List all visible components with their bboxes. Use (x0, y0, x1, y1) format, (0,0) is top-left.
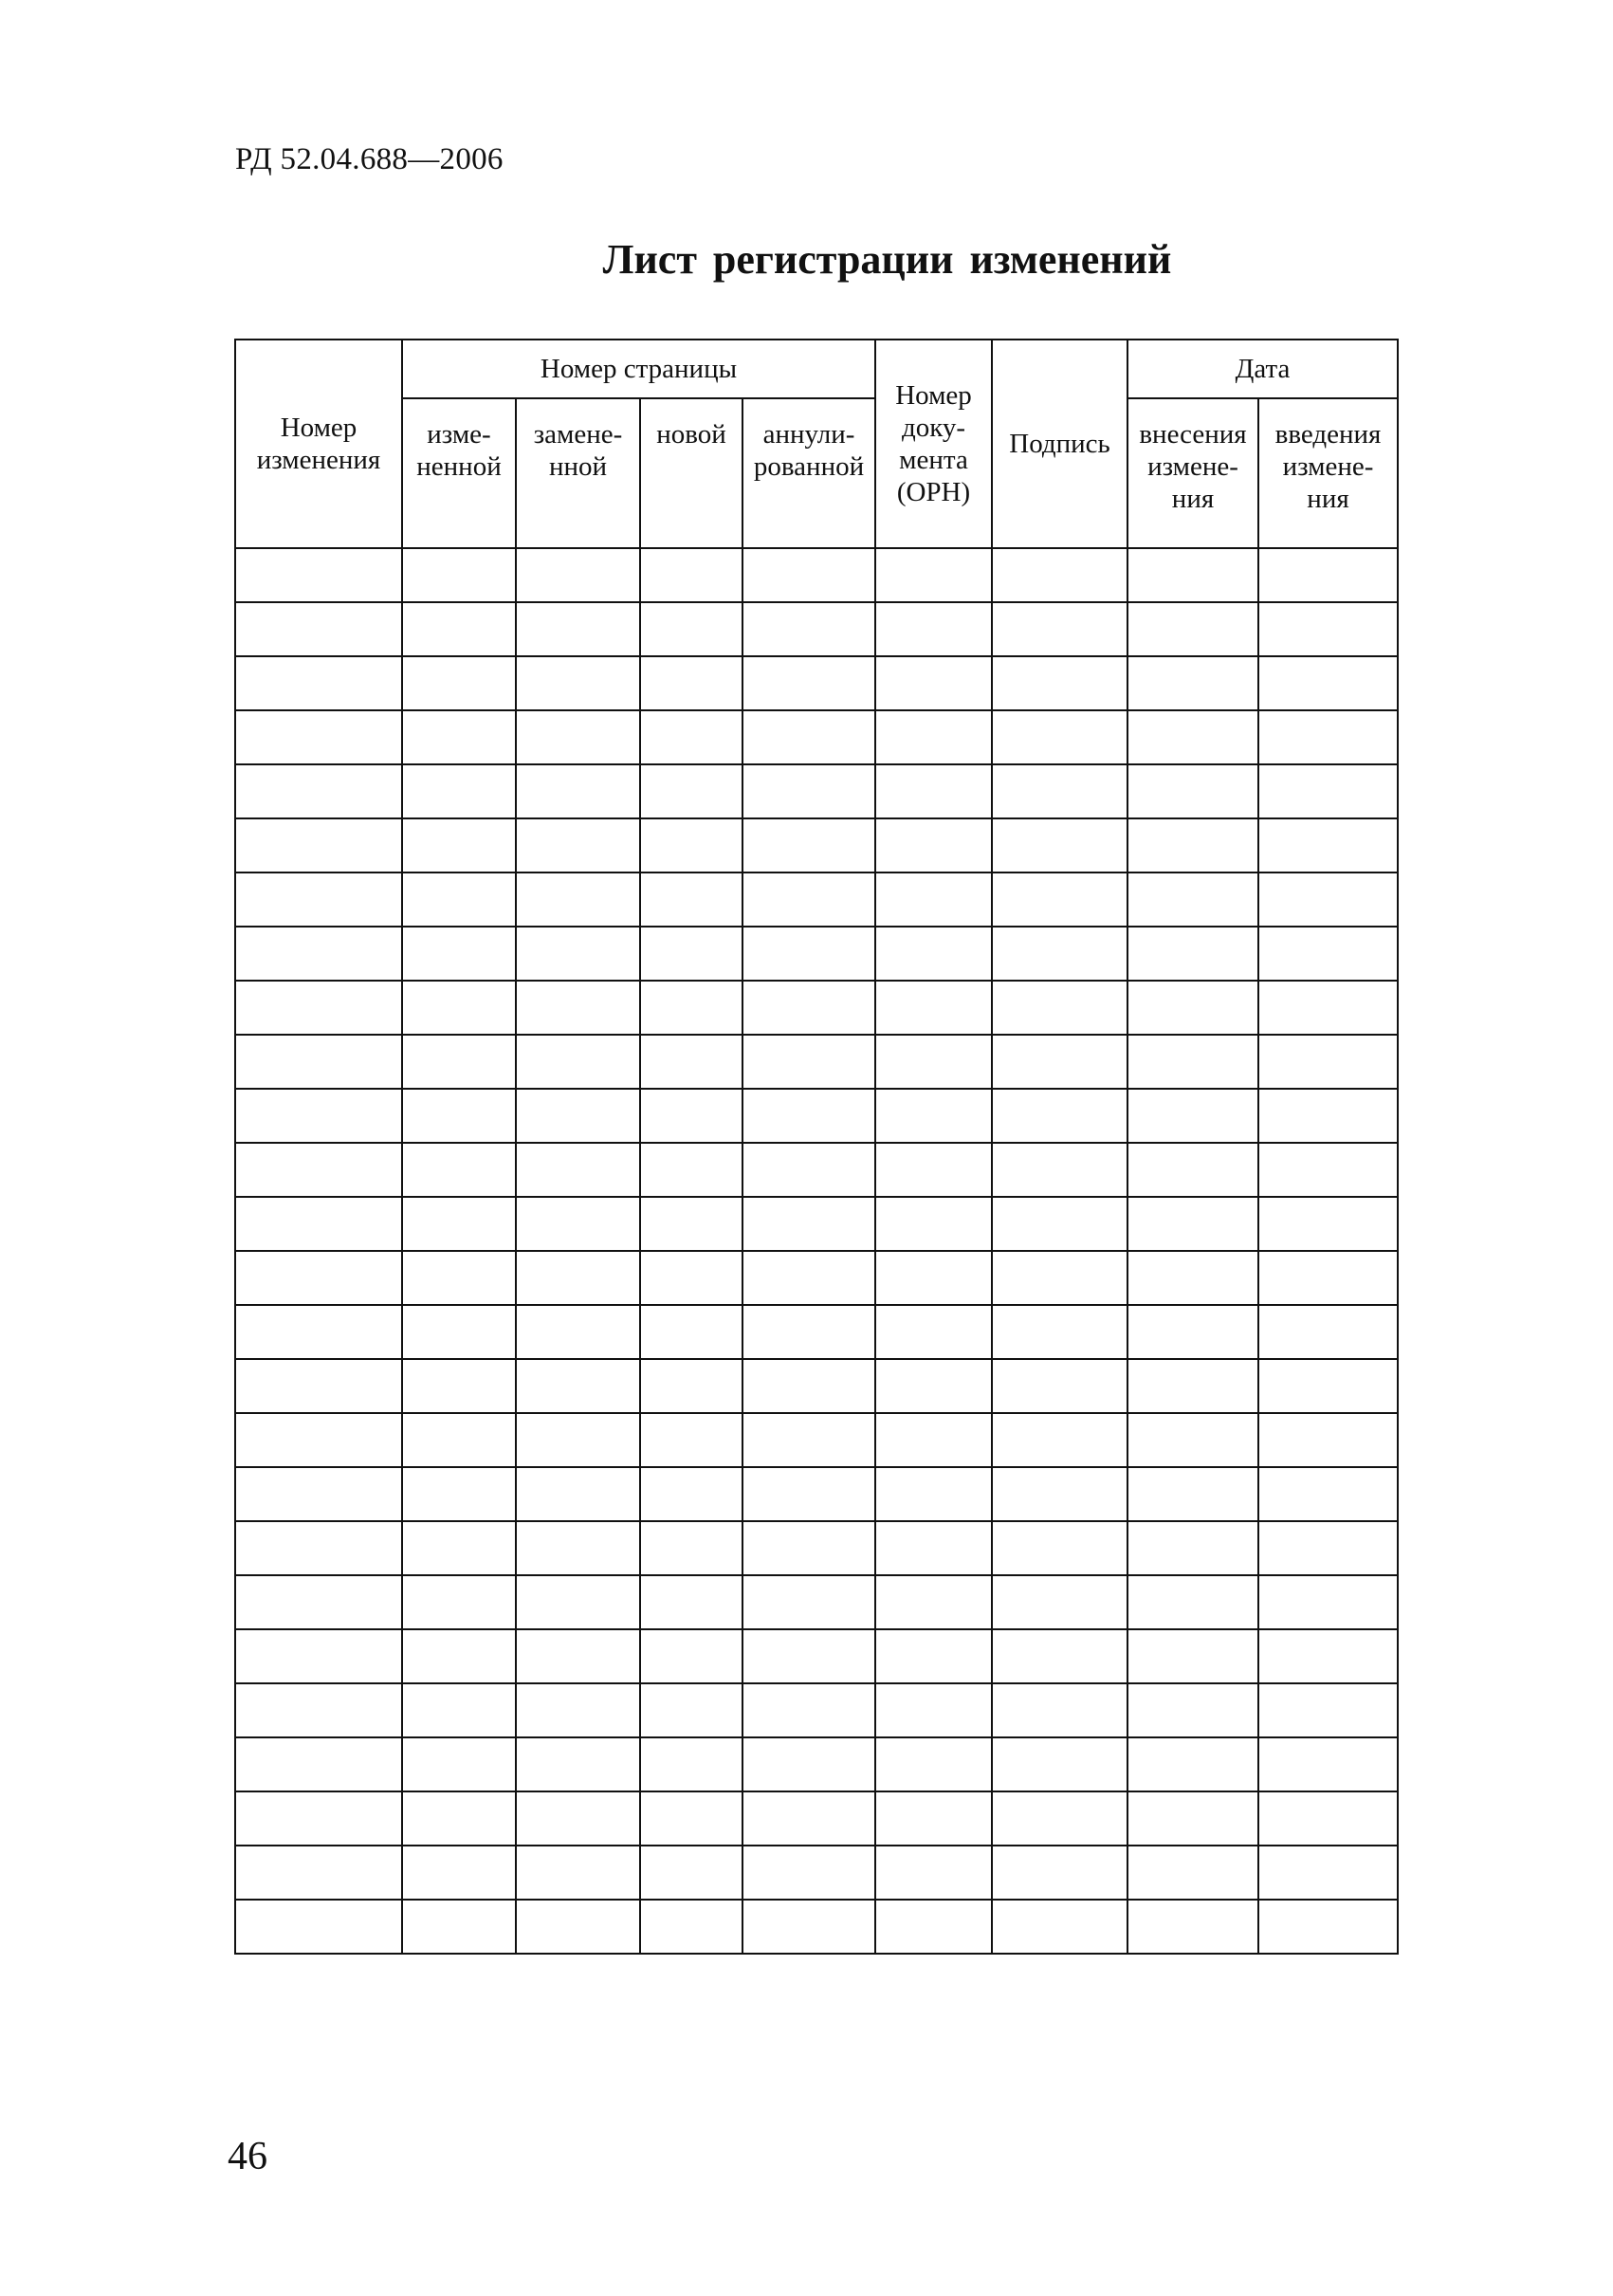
table-cell (516, 981, 640, 1035)
table-cell (235, 1629, 402, 1683)
table-cell (1127, 1629, 1258, 1683)
table-cell (1127, 1521, 1258, 1575)
table-cell (992, 1035, 1127, 1089)
table-cell (516, 1791, 640, 1846)
table-cell (1127, 1089, 1258, 1143)
table-cell (992, 872, 1127, 927)
table-cell (875, 1089, 992, 1143)
table-cell (1127, 818, 1258, 872)
table-cell (402, 1413, 516, 1467)
table-cell (1258, 764, 1398, 818)
header-change-number: Номер изменения (235, 340, 402, 548)
table-cell (875, 1846, 992, 1900)
table-cell (1258, 1629, 1398, 1683)
table-cell (992, 1900, 1127, 1954)
table-cell (402, 1305, 516, 1359)
table-cell (402, 1791, 516, 1846)
table-cell (1258, 656, 1398, 710)
table-cell (402, 1197, 516, 1251)
table-cell (1127, 656, 1258, 710)
page-number: 46 (228, 2135, 267, 2178)
table-cell (640, 1900, 742, 1954)
table-row (235, 1629, 1398, 1683)
table-cell (516, 1251, 640, 1305)
table-cell (1127, 764, 1258, 818)
header-document-number: Номер доку- мента (ОРН) (875, 340, 992, 548)
table-cell (742, 710, 875, 764)
table-cell (235, 764, 402, 818)
table-cell (875, 1413, 992, 1467)
table-cell (1258, 1197, 1398, 1251)
table-cell (992, 764, 1127, 818)
table-cell (1127, 1359, 1258, 1413)
table-cell (1127, 548, 1258, 602)
table-row (235, 710, 1398, 764)
table-cell (516, 602, 640, 656)
table-row (235, 1737, 1398, 1791)
table-cell (875, 1035, 992, 1089)
table-cell (235, 1846, 402, 1900)
table-cell (992, 1251, 1127, 1305)
table-cell (742, 1791, 875, 1846)
table-cell (992, 1575, 1127, 1629)
table-cell (1127, 1035, 1258, 1089)
table-cell (1258, 1900, 1398, 1954)
table-cell (640, 764, 742, 818)
table-row (235, 1035, 1398, 1089)
table-row (235, 1305, 1398, 1359)
table-cell (742, 1197, 875, 1251)
table-cell (640, 1035, 742, 1089)
table-cell (1127, 602, 1258, 656)
table-row (235, 1683, 1398, 1737)
table-cell (1258, 1791, 1398, 1846)
table-cell (742, 764, 875, 818)
table-cell (992, 1737, 1127, 1791)
page-title: Лист регистрации изменений (602, 236, 1172, 283)
table-cell (402, 818, 516, 872)
table-row (235, 1143, 1398, 1197)
table-cell (1127, 1251, 1258, 1305)
table-cell (640, 1197, 742, 1251)
header-annulled-page: аннули- рованной (742, 398, 875, 548)
table-cell (235, 548, 402, 602)
table-cell (640, 1251, 742, 1305)
table-cell (640, 1791, 742, 1846)
table-cell (640, 1521, 742, 1575)
table-row (235, 1791, 1398, 1846)
table-cell (640, 548, 742, 602)
table-cell (742, 548, 875, 602)
table-row (235, 1467, 1398, 1521)
table-cell (640, 656, 742, 710)
table-cell (235, 1521, 402, 1575)
table-cell (402, 1575, 516, 1629)
table-cell (1127, 872, 1258, 927)
table-cell (1258, 1305, 1398, 1359)
table-cell (742, 1846, 875, 1900)
table-cell (875, 1575, 992, 1629)
table-cell (1258, 710, 1398, 764)
table-cell (516, 1575, 640, 1629)
table-cell (640, 1846, 742, 1900)
table-cell (516, 818, 640, 872)
table-cell (875, 1359, 992, 1413)
table-cell (875, 1521, 992, 1575)
table-cell (992, 1305, 1127, 1359)
table-cell (875, 710, 992, 764)
table-cell (742, 1467, 875, 1521)
table-cell (992, 1359, 1127, 1413)
table-cell (402, 656, 516, 710)
table-cell (402, 1737, 516, 1791)
table-row (235, 548, 1398, 602)
table-cell (235, 710, 402, 764)
table-cell (640, 1683, 742, 1737)
table-cell (875, 1197, 992, 1251)
header-changed-page: изме- ненной (402, 398, 516, 548)
table-cell (235, 818, 402, 872)
table-cell (516, 1359, 640, 1413)
header-new-page: новой (640, 398, 742, 548)
table-cell (516, 548, 640, 602)
table-cell (992, 1089, 1127, 1143)
table-row (235, 764, 1398, 818)
table-row (235, 602, 1398, 656)
table-cell (992, 602, 1127, 656)
table-cell (402, 1089, 516, 1143)
table-cell (742, 1900, 875, 1954)
table-cell (742, 981, 875, 1035)
header-replaced-page: замене- нной (516, 398, 640, 548)
table-cell (742, 1305, 875, 1359)
table-cell (402, 1900, 516, 1954)
table-cell (516, 1305, 640, 1359)
table-row (235, 981, 1398, 1035)
table-cell (875, 981, 992, 1035)
table-cell (640, 927, 742, 981)
table-cell (402, 764, 516, 818)
table-cell (992, 981, 1127, 1035)
header-date-introduction: введения измене- ния (1258, 398, 1398, 548)
table-cell (992, 548, 1127, 602)
table-cell (640, 1089, 742, 1143)
table-cell (1127, 1305, 1258, 1359)
table-cell (235, 1413, 402, 1467)
table-cell (640, 1629, 742, 1683)
table-cell (640, 1737, 742, 1791)
table-cell (1258, 927, 1398, 981)
table-cell (516, 1846, 640, 1900)
table-cell (235, 1737, 402, 1791)
table-cell (875, 1683, 992, 1737)
table-cell (1127, 1683, 1258, 1737)
header-signature: Подпись (992, 340, 1127, 548)
table-cell (1127, 1737, 1258, 1791)
table-cell (1127, 1197, 1258, 1251)
table-cell (742, 1629, 875, 1683)
table-row (235, 1846, 1398, 1900)
table-cell (742, 1683, 875, 1737)
table-cell (235, 602, 402, 656)
table-cell (1127, 1900, 1258, 1954)
table-cell (640, 602, 742, 656)
table-cell (516, 1089, 640, 1143)
table-cell (875, 1791, 992, 1846)
table-cell (1258, 1521, 1398, 1575)
table-cell (640, 1359, 742, 1413)
table-cell (875, 764, 992, 818)
table-cell (992, 1521, 1127, 1575)
table-cell (1258, 818, 1398, 872)
table-cell (992, 1467, 1127, 1521)
table-cell (1258, 1846, 1398, 1900)
table-cell (875, 656, 992, 710)
table-cell (402, 1846, 516, 1900)
table-cell (402, 1251, 516, 1305)
table-cell (516, 1197, 640, 1251)
table-row (235, 1900, 1398, 1954)
table-cell (235, 1467, 402, 1521)
header-date-group: Дата (1127, 340, 1398, 398)
table-row (235, 1089, 1398, 1143)
table-cell (516, 1143, 640, 1197)
table-cell (640, 1143, 742, 1197)
table-cell (992, 1791, 1127, 1846)
table-cell (516, 1900, 640, 1954)
table-cell (402, 1629, 516, 1683)
table-cell (235, 1900, 402, 1954)
table-cell (992, 1143, 1127, 1197)
table-cell (235, 1197, 402, 1251)
table-cell (1258, 1359, 1398, 1413)
table-cell (875, 1737, 992, 1791)
table-cell (516, 1467, 640, 1521)
table-cell (742, 927, 875, 981)
table-cell (640, 1413, 742, 1467)
table-cell (235, 1305, 402, 1359)
table-cell (402, 548, 516, 602)
table-cell (1258, 1413, 1398, 1467)
table-cell (516, 1521, 640, 1575)
table-cell (992, 1683, 1127, 1737)
table-cell (402, 1467, 516, 1521)
table-row (235, 1575, 1398, 1629)
table-row (235, 1359, 1398, 1413)
table-cell (640, 981, 742, 1035)
table-cell (992, 818, 1127, 872)
header-date-entry: внесения измене- ния (1127, 398, 1258, 548)
table-cell (1258, 1089, 1398, 1143)
table-cell (516, 1035, 640, 1089)
table-cell (1127, 927, 1258, 981)
table-cell (516, 927, 640, 981)
document-code: РД 52.04.688—2006 (235, 142, 504, 176)
table-cell (742, 1251, 875, 1305)
table-cell (1258, 1575, 1398, 1629)
table-row (235, 1413, 1398, 1467)
table-cell (516, 1629, 640, 1683)
table-cell (516, 710, 640, 764)
table-cell (875, 1467, 992, 1521)
table-cell (1258, 1143, 1398, 1197)
table-body (235, 548, 1398, 1954)
table-cell (1258, 548, 1398, 602)
table-row (235, 1197, 1398, 1251)
table-cell (516, 1683, 640, 1737)
table-cell (235, 1359, 402, 1413)
table-cell (1127, 710, 1258, 764)
table-cell (402, 872, 516, 927)
table-cell (402, 1521, 516, 1575)
table-cell (742, 656, 875, 710)
table-cell (235, 1089, 402, 1143)
table-cell (992, 710, 1127, 764)
table-cell (1258, 1467, 1398, 1521)
table-cell (402, 1035, 516, 1089)
table-cell (1258, 872, 1398, 927)
table-cell (1258, 1035, 1398, 1089)
table-cell (516, 872, 640, 927)
table-cell (516, 1413, 640, 1467)
table-cell (742, 1737, 875, 1791)
table-cell (875, 1305, 992, 1359)
table-cell (992, 1413, 1127, 1467)
table-cell (742, 818, 875, 872)
table-cell (742, 1521, 875, 1575)
table-cell (235, 1683, 402, 1737)
table-cell (1127, 1467, 1258, 1521)
table-cell (235, 1575, 402, 1629)
table-cell (742, 1035, 875, 1089)
table-cell (742, 602, 875, 656)
table-cell (235, 1143, 402, 1197)
table-row (235, 927, 1398, 981)
table-cell (742, 1143, 875, 1197)
table-row (235, 872, 1398, 927)
table-row (235, 818, 1398, 872)
table-cell (742, 1575, 875, 1629)
table-cell (875, 818, 992, 872)
table-cell (516, 1737, 640, 1791)
table-cell (235, 656, 402, 710)
table-cell (875, 872, 992, 927)
table-cell (742, 872, 875, 927)
table-cell (402, 927, 516, 981)
header-page-number-group: Номер страницы (402, 340, 875, 398)
table-cell (1258, 602, 1398, 656)
table-cell (235, 1251, 402, 1305)
table-cell (1127, 1143, 1258, 1197)
table-row (235, 1521, 1398, 1575)
table-cell (640, 1305, 742, 1359)
table-cell (992, 656, 1127, 710)
table-cell (875, 1900, 992, 1954)
table-cell (1258, 1251, 1398, 1305)
table-cell (1258, 981, 1398, 1035)
table-cell (1127, 1791, 1258, 1846)
table-cell (402, 710, 516, 764)
table-cell (640, 1467, 742, 1521)
table-cell (235, 927, 402, 981)
table-cell (1258, 1737, 1398, 1791)
table-cell (640, 872, 742, 927)
table-cell (235, 1035, 402, 1089)
table-cell (402, 1143, 516, 1197)
table-cell (516, 764, 640, 818)
table-cell (992, 1629, 1127, 1683)
table-cell (402, 1359, 516, 1413)
table-row (235, 1251, 1398, 1305)
table-cell (1127, 1846, 1258, 1900)
table-cell (235, 1791, 402, 1846)
table-cell (992, 1846, 1127, 1900)
table-cell (516, 656, 640, 710)
table-cell (1258, 1683, 1398, 1737)
table-cell (402, 1683, 516, 1737)
table-cell (742, 1413, 875, 1467)
table-cell (875, 548, 992, 602)
table-cell (742, 1359, 875, 1413)
table-cell (742, 1089, 875, 1143)
table-row (235, 656, 1398, 710)
table-cell (640, 1575, 742, 1629)
change-registration-table (234, 339, 1399, 1955)
table-cell (640, 710, 742, 764)
table-cell (875, 1251, 992, 1305)
table-cell (1127, 981, 1258, 1035)
table-cell (402, 602, 516, 656)
table-cell (992, 927, 1127, 981)
table-cell (235, 981, 402, 1035)
table-cell (875, 1629, 992, 1683)
table-cell (402, 981, 516, 1035)
table-cell (1127, 1413, 1258, 1467)
table-cell (640, 818, 742, 872)
table-cell (992, 1197, 1127, 1251)
table-cell (235, 872, 402, 927)
table-cell (875, 927, 992, 981)
table-cell (875, 602, 992, 656)
table-cell (875, 1143, 992, 1197)
table-cell (1127, 1575, 1258, 1629)
